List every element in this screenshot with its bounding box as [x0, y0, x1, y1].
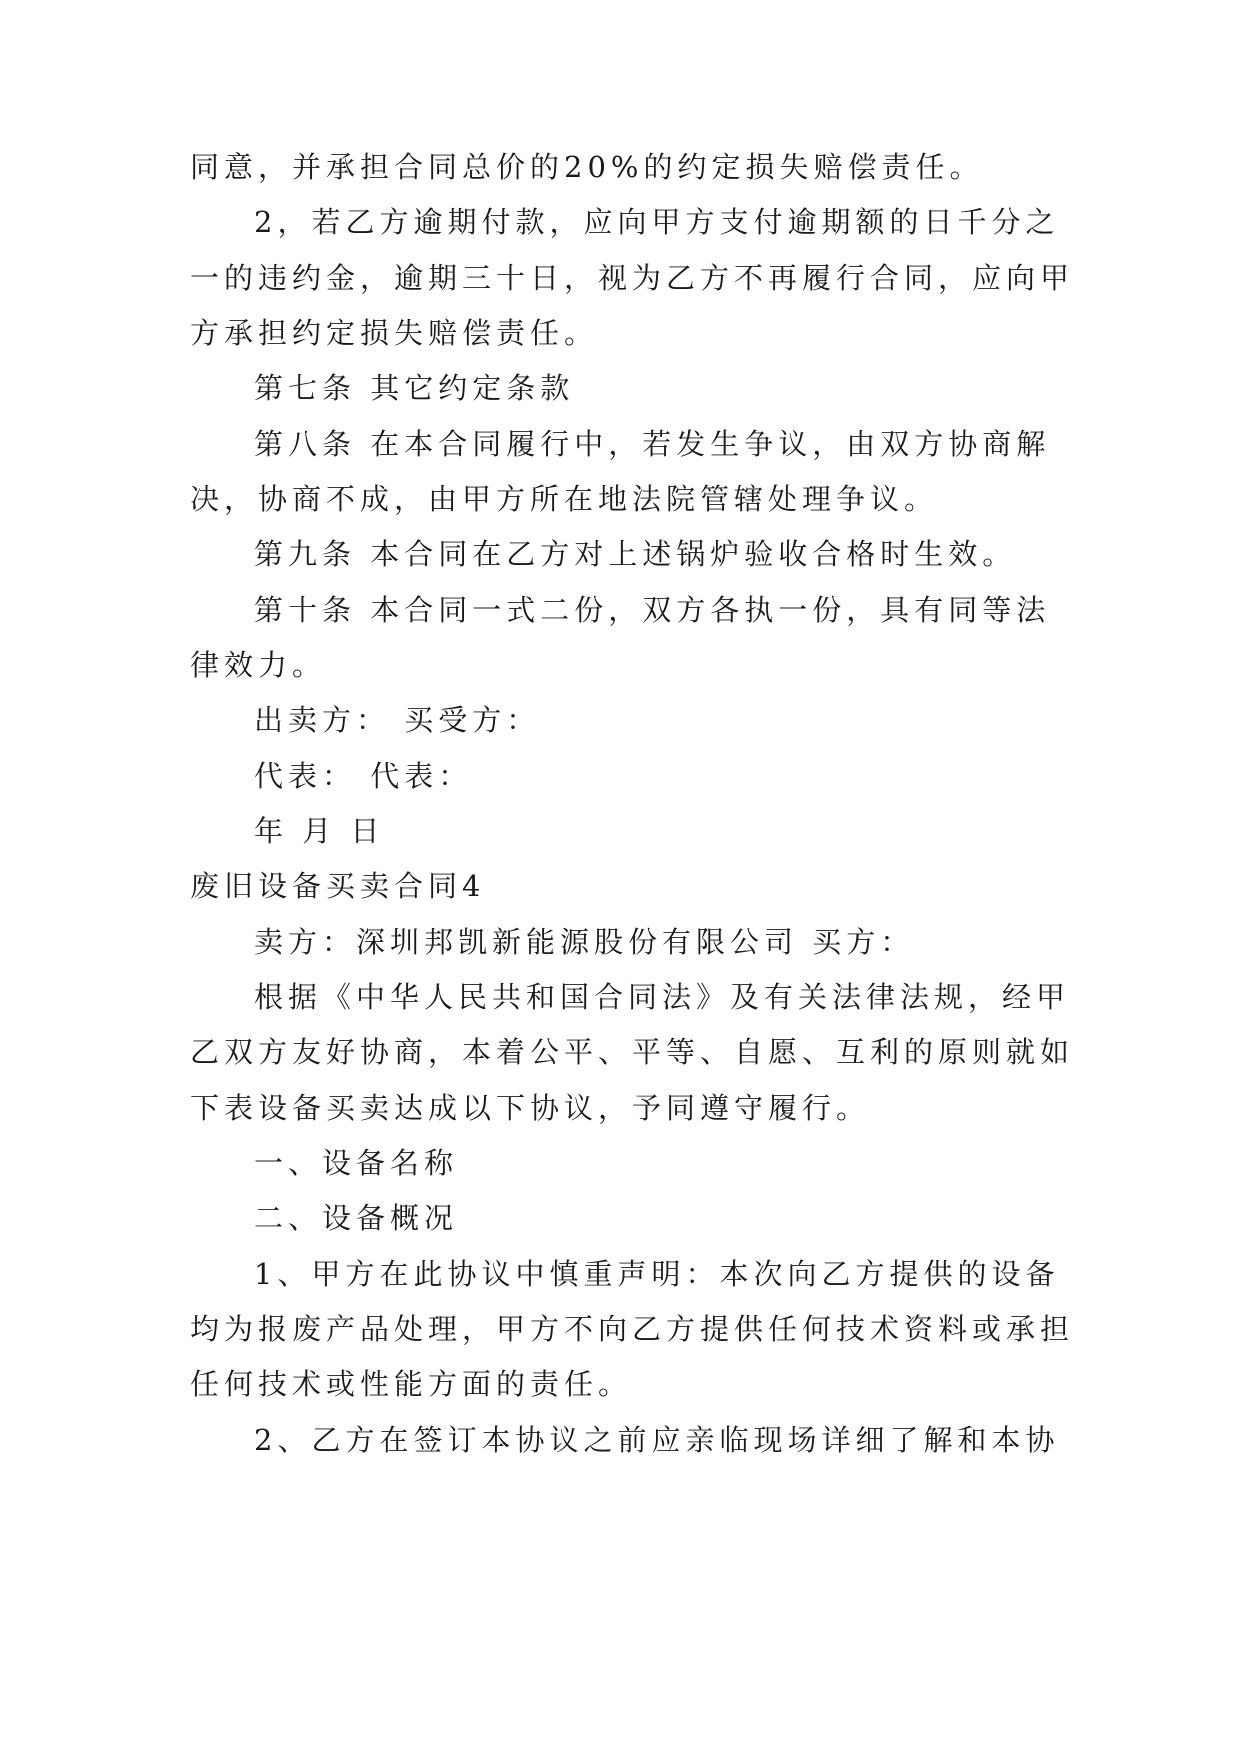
section-heading: 一、设备名称	[254, 1146, 459, 1180]
text-line: 均为报废产品处理，甲方不向乙方提供任何技术资料或承担	[190, 1312, 1075, 1346]
signature-parties: 出卖方： 买受方：	[254, 703, 541, 737]
parties-line: 卖方：深圳邦凯新能源股份有限公司 买方：	[254, 925, 915, 959]
text-line: 乙双方友好协商，本着公平、平等、自愿、互利的原则就如	[190, 1035, 1075, 1069]
text-line: 第九条 本合同在乙方对上述锅炉验收合格时生效。	[254, 537, 1017, 571]
text-line: 第八条 在本合同履行中，若发生争议，由双方协商解	[254, 427, 1051, 461]
text-line: 一的违约金，逾期三十日，视为乙方不再履行合同，应向甲	[190, 261, 1075, 295]
text-line: 律效力。	[190, 648, 327, 682]
text-line: 方承担约定损失赔偿责任。	[190, 316, 599, 350]
section-heading: 第七条 其它约定条款	[254, 371, 575, 405]
text-line: 下表设备买卖达成以下协议，予同遵守履行。	[190, 1091, 871, 1125]
signature-representatives: 代表： 代表：	[254, 759, 473, 793]
text-line: 第十条 本合同一式二份，双方各执一份，具有同等法	[254, 593, 1051, 627]
text-line: 2、乙方在签订本协议之前应亲临现场详细了解和本协	[254, 1423, 1060, 1457]
text-line: 2，若乙方逾期付款，应向甲方支付逾期额的日千分之	[254, 205, 1060, 239]
text-line: 根据《中华人民共和国合同法》及有关法律法规，经甲	[254, 980, 1071, 1014]
text-line: 决，协商不成，由甲方所在地法院管辖处理争议。	[190, 482, 939, 516]
text-line: 同意，并承担合同总价的20%的约定损失赔偿责任。	[190, 150, 984, 184]
section-heading: 二、设备概况	[254, 1201, 459, 1235]
signature-date: 年 月 日	[254, 814, 385, 848]
document-title: 废旧设备买卖合同4	[190, 869, 486, 903]
text-line: 任何技术或性能方面的责任。	[190, 1367, 633, 1401]
text-line: 1、甲方在此协议中慎重声明：本次向乙方提供的设备	[254, 1257, 1060, 1291]
